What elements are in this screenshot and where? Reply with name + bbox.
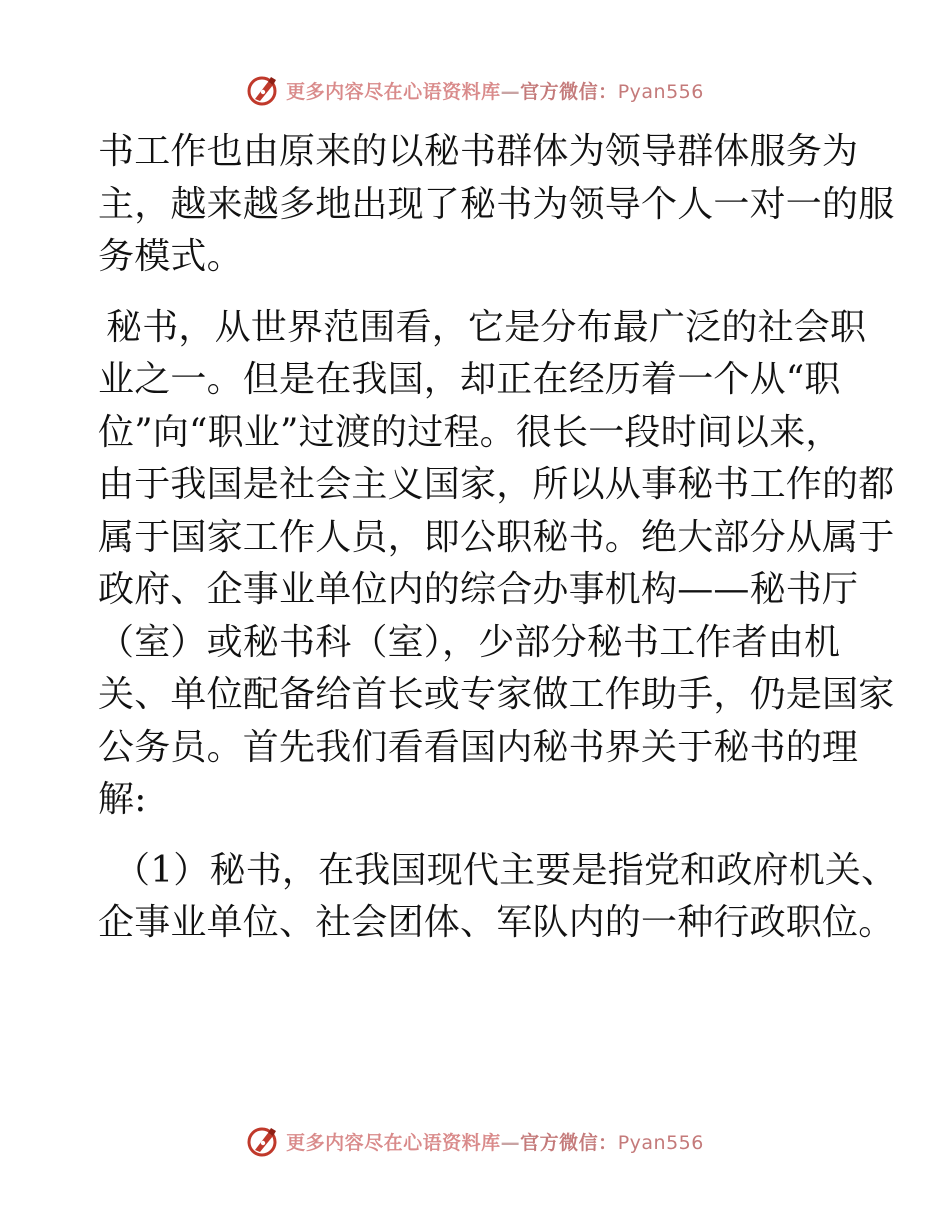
header-separator: — [500,80,521,103]
text-line: 业之一。但是在我国，却正在经历着一个从“职 [98,359,841,400]
header-brand: 更多内容尽在心语资料库 [286,80,501,103]
header-banner [0,70,950,110]
text-line: 解: [98,779,147,820]
text-line: 由于我国是社会主义国家，所以从事秘书工作的都 [98,464,895,505]
paragraph-1 [98,126,895,284]
text-line: 企事业单位、社会团体、军队内的一种行政职位。 [98,902,895,943]
footer-banner-text [286,1128,704,1155]
footer-banner [0,1121,950,1161]
header-wechat-label: 官方微信： [520,80,618,103]
text-line: 公务员。首先我们看看国内秘书界关于秘书的理 [98,726,859,768]
document-body [98,126,898,968]
text-line: 关、单位配备给首长或专家做工作助手，仍是国家 [98,674,895,715]
header-banner-text [286,77,704,104]
paragraph-2 [98,302,895,827]
header-wechat-id: Pyan556 [617,80,704,103]
footer-wechat-id: Pyan556 [617,1131,704,1154]
paragraph-3 [98,845,898,950]
text-line: 书工作也由原来的以秘书群体为领导群体服务为 [98,131,859,172]
text-line: 位”向“职业”过渡的过程。很长一段时间以来， [98,411,842,453]
footer-wechat-label: 官方微信： [520,1131,618,1154]
text-line: 属于国家工作人员，即公职秘书。绝大部分从属于 [98,516,895,558]
footer-separator: — [500,1131,521,1154]
text-line: （1）秘书，在我国现代主要是指党和政府机关、 [114,849,898,891]
pen-nib-circle-icon [246,73,280,107]
text-line: （室）或秘书科（室），少部分秘书工作者由机 [98,621,841,663]
text-line: 政府、企事业单位内的综合办事机构——秘书厅 [98,569,859,610]
text-line: 秘书，从世界范围看，它是分布最广泛的社会职 [106,306,867,348]
text-line: 务模式。 [98,236,243,277]
footer-brand: 更多内容尽在心语资料库 [286,1131,501,1154]
pen-nib-circle-icon [246,1124,280,1158]
text-line: 主，越来越多地出现了秘书为领导个人一对一的服 [98,183,895,225]
